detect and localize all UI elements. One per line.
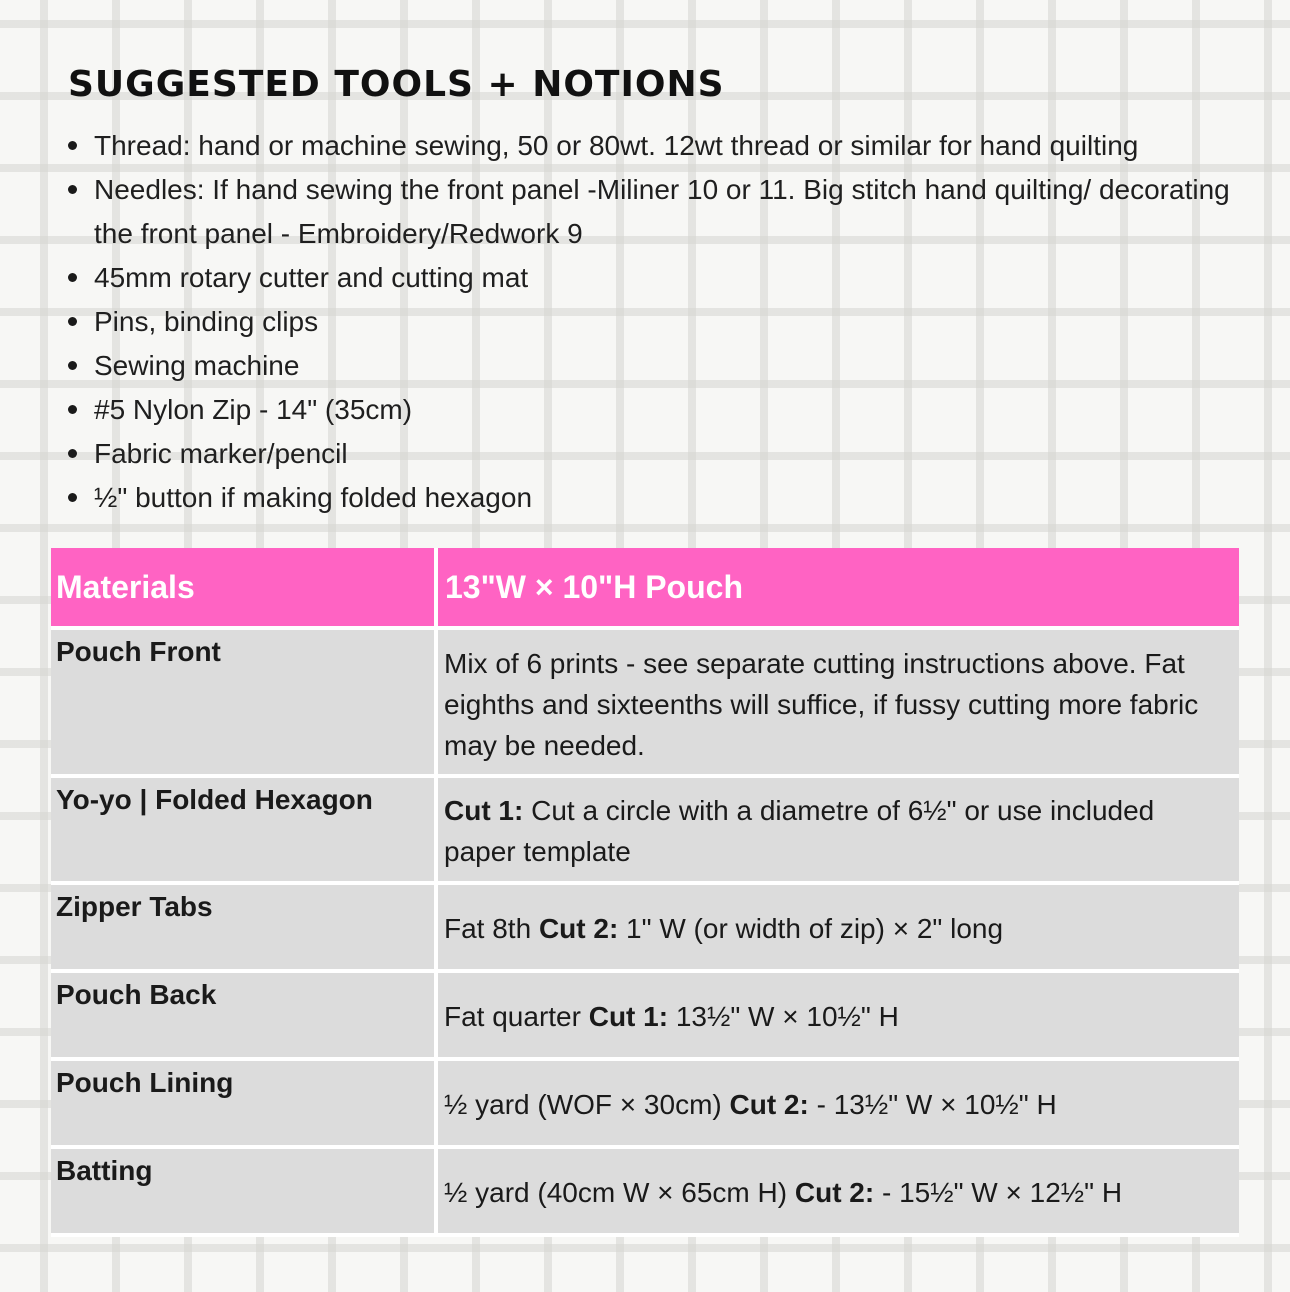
bullet-icon	[68, 493, 77, 502]
list-item	[68, 476, 1248, 520]
bullet-icon	[68, 273, 77, 282]
table-row	[51, 1147, 1239, 1235]
bullet-icon	[68, 361, 77, 370]
list-item	[68, 124, 1248, 168]
list-item-text: Needles: If hand sewing the front panel -Miliner 10 or 11. Big stitch hand quilting/ decorating the front panel - Embroidery/Redwork 9	[94, 174, 1230, 249]
list-item	[68, 168, 1248, 256]
table-row	[51, 1059, 1239, 1147]
list-item-text: 45mm rotary cutter and cutting mat	[94, 262, 529, 293]
row-description: ½ yard (40cm W × 65cm H) Cut 2: - 15½" W × 12½" H	[436, 1147, 1239, 1235]
row-label: Yo-yo | Folded Hexagon	[51, 776, 436, 883]
header-materials: Materials	[51, 548, 436, 628]
bullet-icon	[68, 141, 77, 150]
list-item	[68, 344, 1248, 388]
table-row	[51, 883, 1239, 971]
bullet-icon	[68, 405, 77, 414]
bullet-icon	[68, 449, 77, 458]
table-row	[51, 776, 1239, 883]
list-item-text: Thread: hand or machine sewing, 50 or 80wt. 12wt thread or similar for hand quilting	[94, 130, 1139, 161]
tools-list	[68, 124, 1248, 520]
row-label: Batting	[51, 1147, 436, 1235]
page-title: SUGGESTED TOOLS + NOTIONS	[68, 64, 725, 105]
materials-table	[51, 548, 1239, 1237]
row-label: Pouch Back	[51, 971, 436, 1059]
row-label: Pouch Front	[51, 628, 436, 776]
row-description: Fat quarter Cut 1: 13½" W × 10½" H	[436, 971, 1239, 1059]
list-item	[68, 300, 1248, 344]
table-row	[51, 628, 1239, 776]
row-description: ½ yard (WOF × 30cm) Cut 2: - 13½" W × 10½" H	[436, 1059, 1239, 1147]
list-item-text: ½" button if making folded hexagon	[94, 482, 533, 513]
row-description: Mix of 6 prints - see separate cutting instructions above. Fat eighths and sixteenths will suffice, if fussy cutting more fabric may be needed.	[436, 628, 1239, 776]
list-item-text: #5 Nylon Zip - 14" (35cm)	[94, 394, 413, 425]
row-label: Zipper Tabs	[51, 883, 436, 971]
list-item-text: Sewing machine	[94, 350, 300, 381]
list-item-text: Pins, binding clips	[94, 306, 319, 337]
row-description: Fat 8th Cut 2: 1" W (or width of zip) × 2" long	[436, 883, 1239, 971]
list-item-text: Fabric marker/pencil	[94, 438, 348, 469]
bullet-icon	[68, 317, 77, 326]
row-description: Cut 1: Cut a circle with a diametre of 6½" or use included paper template	[436, 776, 1239, 883]
list-item	[68, 388, 1248, 432]
table-row	[51, 971, 1239, 1059]
bullet-icon	[68, 185, 77, 194]
row-label: Pouch Lining	[51, 1059, 436, 1147]
list-item	[68, 256, 1248, 300]
table-header-row	[51, 548, 1239, 628]
header-pouch-size: 13"W × 10"H Pouch	[436, 548, 1239, 628]
list-item	[68, 432, 1248, 476]
